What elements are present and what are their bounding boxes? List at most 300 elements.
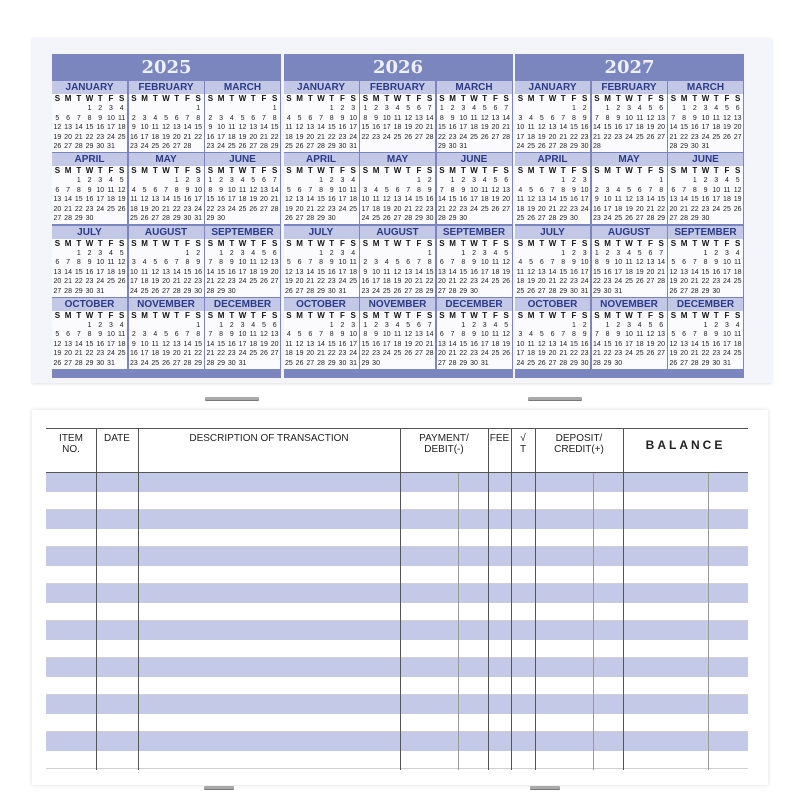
register-row[interactable] (46, 492, 748, 511)
day-cell: 23 (206, 143, 215, 150)
day-cell: 12 (284, 196, 293, 204)
day-cell: 26 (238, 143, 247, 150)
day-cell (294, 104, 305, 114)
day-cell: 18 (527, 350, 535, 358)
day-cell: 30 (338, 359, 347, 367)
day-cell: 18 (249, 340, 258, 348)
week-row (129, 195, 204, 205)
column-divider (138, 428, 139, 770)
day-cell: 30 (580, 143, 589, 150)
day-cell: 5 (55, 114, 60, 122)
weekday-label: F (648, 94, 653, 103)
day-cell (226, 104, 237, 114)
week-row (52, 340, 127, 350)
week-row (437, 123, 512, 133)
weekday-label: W (162, 166, 170, 176)
day-cell (711, 214, 722, 224)
day-cell: 30 (603, 287, 612, 295)
day-cell: 24 (516, 143, 525, 150)
day-cell: 29 (317, 287, 325, 295)
day-cell: 2 (461, 177, 466, 185)
day-cell: 20 (502, 196, 511, 204)
month-name: FEBRUARY (360, 81, 435, 94)
week-row (515, 123, 590, 133)
day-cell: 16 (227, 340, 236, 348)
day-cell: 15 (317, 196, 325, 204)
month-name: MAY (592, 153, 667, 166)
year-label: 2026 (372, 57, 424, 78)
day-cell: 17 (217, 133, 225, 141)
weekday-label: S (503, 94, 509, 103)
day-cell: 3 (340, 177, 345, 185)
weekday-label: S (286, 94, 292, 103)
day-cell: 15 (317, 268, 325, 276)
day-cell: 14 (669, 124, 678, 131)
month-june (437, 153, 512, 224)
staple (528, 397, 582, 400)
weekday-label: S (195, 166, 201, 176)
day-cell: 16 (85, 268, 94, 276)
day-cell: 18 (349, 268, 358, 276)
register-row[interactable] (46, 658, 748, 677)
weekday-label: T (152, 94, 158, 103)
day-cell: 5 (262, 249, 266, 257)
day-cell: 13 (548, 124, 557, 131)
day-cell: 9 (329, 259, 334, 267)
weekday-label: M (372, 238, 380, 248)
day-cell: 23 (129, 359, 138, 367)
day-cell: 2 (340, 321, 345, 329)
day-cell: 4 (482, 177, 487, 185)
day-cell: 5 (648, 105, 653, 112)
day-cell (161, 249, 172, 259)
day-cell: 20 (537, 205, 546, 213)
weekday-label: S (362, 238, 369, 248)
day-cell: 5 (539, 331, 544, 339)
day-cell: 17 (382, 124, 391, 131)
week-row (360, 277, 435, 287)
day-cell: 9 (582, 114, 587, 122)
week-row (284, 114, 359, 124)
day-cell: 19 (491, 196, 500, 204)
register-row[interactable] (46, 714, 748, 733)
register-row[interactable] (46, 732, 748, 751)
day-cell: 20 (306, 133, 315, 141)
day-cell: 1 (417, 177, 421, 185)
day-cell: 13 (64, 340, 72, 348)
month-name: MAY (129, 153, 204, 166)
day-cell: 2 (229, 321, 234, 329)
day-cell: 6 (297, 259, 302, 267)
month-september (437, 226, 512, 297)
day-cell: 3 (98, 177, 103, 185)
cents-divider (458, 473, 459, 770)
day-cell: 18 (635, 340, 644, 348)
weekday-label: T (637, 166, 643, 176)
month-june (668, 153, 743, 224)
day-cell: 30 (712, 287, 721, 295)
day-cell: 23 (592, 215, 601, 223)
week-row (592, 258, 667, 268)
day-cell: 16 (614, 124, 623, 131)
day-cell: 10 (349, 331, 358, 339)
register-row[interactable] (46, 603, 748, 622)
register-row[interactable] (46, 695, 748, 714)
day-cell (613, 176, 624, 186)
weekday-label: W (393, 166, 402, 176)
weekday-label: M (141, 238, 148, 248)
day-cell (205, 321, 216, 331)
day-cell: 19 (53, 133, 62, 141)
day-cell: 10 (238, 259, 247, 267)
day-cell: 12 (162, 124, 170, 131)
day-cell: 23 (470, 350, 478, 358)
weekday-label: W (701, 238, 710, 248)
weekday-label: M (680, 310, 688, 320)
day-cell: 5 (153, 259, 158, 267)
day-cell: 3 (582, 249, 587, 257)
week-row (129, 368, 204, 369)
day-cell: 25 (712, 133, 721, 141)
day-cell: 13 (437, 340, 446, 348)
day-cell (558, 321, 569, 331)
day-cell: 26 (249, 205, 258, 213)
day-cell (52, 249, 63, 259)
week-row (205, 104, 280, 114)
day-cell: 16 (327, 268, 336, 276)
day-cell: 10 (107, 331, 115, 339)
day-cell: 25 (382, 287, 391, 295)
day-cell: 24 (614, 278, 623, 286)
week-row (515, 359, 590, 369)
day-cell: 27 (635, 215, 644, 223)
month-name: AUGUST (360, 226, 435, 239)
day-cell: 27 (657, 350, 666, 358)
day-cell: 11 (349, 259, 357, 267)
day-cell: 25 (516, 287, 525, 295)
day-cell: 7 (208, 259, 213, 267)
day-cell: 14 (206, 340, 215, 348)
day-cell: 11 (527, 340, 535, 348)
day-cell: 1 (219, 321, 224, 329)
day-cell (52, 176, 63, 186)
day-cell: 21 (317, 350, 325, 358)
day-cell: 11 (625, 259, 633, 267)
register-row[interactable] (46, 529, 748, 548)
day-cell: 9 (185, 186, 190, 194)
day-cell: 28 (425, 133, 434, 141)
week-row (284, 133, 359, 143)
day-cell (732, 359, 743, 369)
weekday-label: S (119, 94, 125, 103)
week-row (129, 186, 204, 196)
register-row[interactable] (46, 547, 748, 566)
day-cell: 29 (559, 287, 568, 295)
weekday-label: S (286, 166, 292, 176)
day-cell: 18 (238, 196, 247, 204)
day-cell: 4 (229, 114, 234, 122)
month-name: APRIL (284, 153, 359, 166)
day-cell (392, 224, 403, 225)
week-row (592, 205, 667, 215)
day-cell (226, 152, 237, 153)
day-cell: 3 (582, 177, 587, 185)
month-may (592, 153, 667, 224)
day-cell: 24 (194, 205, 203, 213)
day-cell: 4 (637, 105, 642, 112)
day-cell: 10 (470, 186, 478, 194)
weekday-label: T (76, 94, 82, 103)
day-cell: 29 (448, 215, 457, 223)
week-row (437, 349, 512, 359)
day-cell: 25 (527, 143, 535, 150)
day-cell (536, 321, 547, 331)
day-cell: 24 (701, 133, 710, 141)
day-cell (479, 142, 490, 152)
day-cell: 22 (603, 133, 612, 141)
weekday-label: T (97, 238, 103, 248)
day-cell (193, 368, 204, 369)
weekday-label: T (539, 238, 545, 248)
day-cell: 6 (406, 259, 411, 267)
day-cell: 16 (712, 268, 721, 276)
day-cell: 29 (701, 287, 710, 295)
register-row[interactable] (46, 510, 748, 529)
register-row[interactable] (46, 566, 748, 585)
day-cell (392, 359, 403, 369)
day-cell: 12 (646, 331, 655, 339)
day-cell: 15 (570, 340, 578, 348)
day-cell: 16 (448, 124, 457, 131)
day-cell: 28 (317, 359, 325, 367)
day-cell: 21 (592, 350, 601, 358)
day-cell (624, 176, 635, 186)
day-cell: 24 (361, 215, 370, 223)
register-row[interactable] (46, 751, 748, 770)
day-cell: 17 (382, 340, 391, 348)
day-cell: 28 (448, 287, 457, 295)
day-cell: 2 (616, 105, 621, 112)
week-row (360, 321, 435, 331)
weekday-header (360, 239, 435, 249)
day-cell: 14 (64, 196, 72, 204)
weekday-label: S (427, 238, 433, 248)
weekday-label: F (416, 310, 422, 320)
day-cell: 1 (76, 177, 81, 185)
day-cell: 16 (372, 124, 380, 131)
day-cell: 2 (196, 249, 201, 257)
month-october (515, 298, 590, 369)
day-cell: 3 (384, 321, 389, 329)
day-cell: 22 (415, 205, 423, 213)
day-cell (182, 296, 193, 297)
day-cell: 25 (491, 350, 500, 358)
day-cell (645, 142, 656, 152)
cents-divider (593, 473, 594, 770)
day-cell: 8 (76, 186, 81, 194)
day-cell: 28 (162, 215, 170, 223)
day-cell: 10 (712, 186, 721, 194)
day-cell (150, 249, 161, 259)
day-cell (150, 296, 161, 297)
day-cell: 9 (98, 331, 103, 339)
day-cell: 3 (703, 105, 708, 112)
weekday-label: T (560, 310, 566, 320)
day-cell: 2 (572, 177, 576, 185)
day-cell: 3 (627, 105, 631, 112)
day-cell: 25 (733, 278, 742, 286)
register-row[interactable] (46, 473, 748, 492)
day-cell: 1 (363, 321, 368, 329)
weekday-header (284, 166, 359, 176)
day-cell: 19 (162, 133, 170, 141)
day-cell: 24 (129, 287, 138, 295)
week-row (129, 287, 204, 297)
day-cell: 23 (327, 205, 336, 213)
week-row (437, 258, 512, 268)
day-cell: 12 (117, 259, 126, 267)
register-row[interactable] (46, 584, 748, 603)
day-cell: 22 (592, 278, 601, 286)
day-cell: 20 (162, 278, 170, 286)
day-cell: 19 (502, 268, 511, 276)
weekday-label: S (427, 310, 433, 320)
weekday-label: S (594, 238, 600, 248)
day-cell: 25 (238, 205, 247, 213)
day-cell: 9 (572, 259, 576, 267)
weekday-label: F (261, 166, 267, 176)
day-cell (424, 224, 435, 225)
header-check-t: √ T (519, 433, 527, 455)
day-cell: 24 (382, 350, 391, 358)
day-cell: 30 (85, 287, 94, 295)
day-cell: 28 (306, 215, 315, 223)
day-cell: 29 (415, 215, 423, 223)
register-row[interactable] (46, 640, 748, 659)
day-cell (294, 249, 305, 259)
day-cell (613, 142, 624, 152)
weekday-label: S (594, 166, 600, 176)
day-cell: 11 (151, 124, 159, 131)
day-cell: 28 (183, 359, 192, 367)
day-cell: 22 (570, 350, 578, 358)
day-cell (536, 176, 547, 186)
weekday-label: S (439, 310, 445, 320)
weekday-label: S (207, 166, 214, 176)
day-cell (501, 287, 512, 297)
week-row (284, 330, 359, 340)
month-november (129, 298, 204, 369)
day-cell: 2 (703, 177, 708, 185)
day-cell: 26 (537, 143, 546, 150)
day-cell: 18 (117, 340, 126, 348)
weekday-label: W (470, 166, 478, 176)
day-cell: 9 (427, 186, 432, 194)
day-cell: 11 (151, 340, 159, 348)
day-cell: 10 (382, 331, 391, 339)
day-cell: 13 (393, 196, 402, 204)
weekday-header (668, 94, 743, 104)
day-cell: 30 (327, 215, 336, 223)
day-cell: 30 (96, 143, 105, 150)
weekday-label: W (625, 166, 633, 176)
day-cell: 14 (680, 196, 688, 204)
day-cell: 21 (183, 350, 192, 358)
day-cell: 24 (217, 143, 225, 150)
day-cell (613, 224, 624, 225)
day-cell: 18 (227, 133, 236, 141)
week-row (360, 224, 435, 225)
week-row (52, 123, 127, 133)
day-cell: 17 (194, 196, 203, 204)
day-cell (269, 152, 280, 153)
column-divider (400, 428, 401, 770)
day-cell: 4 (240, 177, 245, 185)
day-cell (95, 214, 106, 224)
day-cell: 12 (502, 259, 511, 267)
day-cell: 28 (690, 359, 699, 367)
day-cell: 15 (183, 268, 192, 276)
week-row (592, 114, 667, 124)
day-cell: 19 (117, 196, 126, 204)
day-cell: 6 (308, 114, 313, 122)
day-cell (515, 104, 526, 114)
month-december (668, 298, 743, 369)
day-cell: 3 (472, 177, 476, 185)
weekday-label: F (108, 238, 114, 248)
day-cell (161, 296, 172, 297)
register-row[interactable] (46, 677, 748, 696)
month-name: DECEMBER (205, 298, 280, 311)
weekday-label: M (64, 310, 72, 320)
week-row (668, 133, 743, 143)
day-cell: 16 (470, 268, 478, 276)
day-cell (414, 249, 425, 259)
day-cell: 12 (260, 259, 268, 267)
day-cell: 17 (238, 340, 247, 348)
day-cell: 27 (537, 215, 546, 223)
year-block-2025 (52, 54, 281, 378)
day-cell: 7 (692, 331, 697, 339)
month-name: JUNE (668, 153, 743, 166)
day-cell (424, 359, 435, 369)
week-row (437, 205, 512, 215)
weekday-label: T (329, 238, 335, 248)
weekday-label: W (85, 310, 94, 320)
day-cell (569, 368, 580, 369)
day-cell: 5 (648, 321, 653, 329)
day-cell: 6 (174, 331, 179, 339)
day-cell: 2 (472, 249, 476, 257)
day-cell: 4 (493, 321, 498, 329)
day-cell (171, 104, 182, 114)
day-cell (526, 321, 537, 331)
week-row (592, 142, 667, 152)
week-row (284, 186, 359, 196)
day-cell: 13 (537, 196, 546, 204)
weekday-label: S (207, 238, 214, 248)
day-cell (447, 321, 458, 331)
day-cell: 10 (625, 114, 633, 122)
weekday-label: W (470, 310, 478, 320)
register-row[interactable] (46, 621, 748, 640)
weekday-label: S (735, 238, 741, 248)
day-cell: 21 (74, 133, 83, 141)
day-cell: 8 (219, 259, 224, 267)
day-cell (634, 287, 645, 297)
day-cell: 12 (480, 114, 489, 122)
day-cell: 14 (592, 124, 601, 131)
